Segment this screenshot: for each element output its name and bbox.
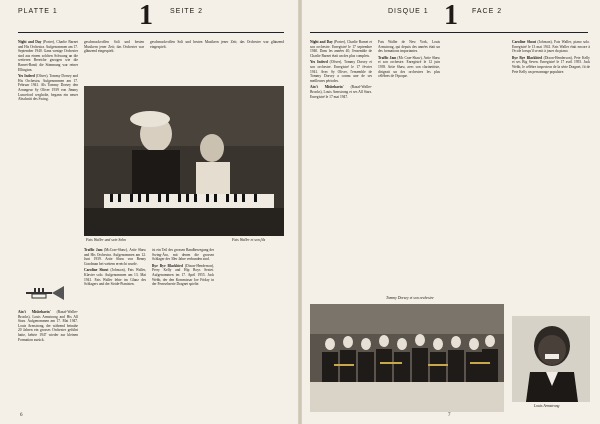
right-col2-entry-1 — [378, 40, 440, 54]
entry-title: Traffic Jam — [378, 55, 397, 60]
left-column-3-top — [150, 40, 284, 82]
right-column-3 — [512, 40, 590, 310]
left-column-2 — [84, 248, 146, 408]
left-column-2-top — [84, 40, 144, 80]
fats-waller-photo — [84, 86, 284, 236]
left-page-number: 6 — [20, 413, 23, 418]
left-column-1-bottom — [18, 310, 78, 410]
left-col2-entry-1 — [84, 248, 146, 266]
entry-title: Yes Indeed — [18, 74, 35, 79]
right-header-rule — [310, 32, 588, 33]
left-column-1 — [18, 40, 78, 275]
entry-title: Yes Indeed — [310, 60, 328, 65]
left-header-seite: SEITE 2 — [170, 8, 204, 15]
left-col1-entry-3 — [18, 310, 78, 342]
entry-text: (Razaf-Waller-Brooks), Louis Armstrong et ses All Stars. Enregistré le 17 mai 1947. — [310, 85, 372, 99]
left-col3-intro: geschmackvollen Soli und besten Musikern jener Zeit; das Orchester war glänzend eingespielt. — [150, 40, 284, 49]
photo-caption-dorsey: Tommy Dorsey et son orchestre — [386, 296, 434, 300]
right-header-disque: DISQUE 1 — [388, 8, 429, 15]
photo-caption-left-fr: Fats Waller et son fils — [232, 238, 266, 242]
entry-text: (Johnson), Fats Waller, piano solo. Enregistré le 13 mai 1941. Fats Waller était encore à l'école lorsqu'il se mit à jouer du piano. — [512, 40, 590, 54]
photo-caption-left-de: Fats Waller und sein Sohn — [86, 238, 126, 242]
entry-title: Night and Day — [18, 40, 42, 44]
right-header-number: 1 — [444, 0, 458, 31]
entry-title: Caroline Shout — [512, 40, 536, 44]
right-column-2 — [378, 40, 440, 290]
left-header-platte: PLATTE 1 — [18, 8, 58, 15]
left-col3-entry-2 — [152, 264, 214, 287]
entry-text: (Porter), Charlie Barnet et son orchestre. Enregistré le 17 septembre 1940. Dans les années 40, l'ensemble de Charlie Barnet était un des plus complets. — [310, 40, 372, 58]
left-page — [0, 0, 298, 424]
entry-text: (Razaf-Waller-Brooks), Louis Armstrong and His All Stars. Aufgenommen am 17. Mai 1947. Louis Armstrong, der während beinahe 20 Jahren ein grosses Orchester geführt hatte, kehrte 1947 wieder zur kleinen Formation zurück. — [18, 310, 78, 342]
entry-text: (Mc Crae-Shaw), Artie Shaw et son orchestre. Enregistré le 12 juin 1939. Artie Shaw, avec son clarinettiste, dirigeait un des orchestres les plus célèbres de l'époque. — [378, 55, 440, 79]
entry-text: Fats Waller de New York, Louis Armstrong, qui depuis des années était un des formations importantes. — [378, 40, 440, 54]
right-col1-entry-1 — [310, 40, 372, 58]
entry-text: (Oliver), Tommy Dorsey et son orchestre. Enregistré le 17 février 1941. Avec Sy Oliver, l'ensemble de Tommy Dorsey a connu une de ses meilleures périodes. — [310, 60, 372, 83]
left-header-rule — [18, 32, 284, 33]
entry-title: Bye Bye Blackbird — [152, 263, 183, 268]
left-col2-intro: geschmackvollen Soli und besten Musikern jener Zeit; das Orchester war glänzend eingespielt. — [84, 40, 144, 54]
left-column-3 — [152, 248, 214, 408]
left-col1-entry-1 — [18, 40, 78, 72]
entry-text: (Johnson), Fats Waller, Klavier solo. Aufgenommen am 13. Mai 1941. Fats Waller lebte im Glanz des Schlagers und der Stride-Pianisten. — [84, 268, 146, 287]
entry-text: (McCrae-Shaw), Artie Shaw and His Orchestra. Aufgenommen am 12. Juni 1939. Artie Shaw von Benny Goodman bei weitem erreicht wurde. — [84, 248, 146, 266]
tommy-dorsey-orchestra-photo — [310, 304, 504, 412]
photo-caption-armstrong: Louis Armstrong — [534, 404, 560, 408]
louis-armstrong-photo — [512, 316, 590, 402]
entry-title: Traffic Jam — [84, 248, 103, 252]
entry-title: Caroline Shout — [84, 268, 109, 273]
right-col3-entry-2 — [512, 56, 590, 74]
left-col1-entry-2 — [18, 74, 78, 102]
entry-text: ist ein Teil des grossen Bandbewegung der Swing-Ära, mit denen die grossen Schlager der 30er Jahre verbunden sind. — [152, 248, 214, 262]
right-col1-entry-3 — [310, 85, 372, 99]
entry-text: (Dixon-Henderson), Pete Kelly et ses Big Seven. Enregistré le 17 avril 1955. Jack Webb, le célèbre inspecteur de la série Dragnet, fit de Pete Kelly un personnage populaire. — [512, 55, 590, 74]
entry-text: (Dixon-Henderson), Perry Kelly and Hip Boys Sextet. Aufgenommen im 17. April 1955. Jack Webb, der den Kommissar Joe Friday in der Fernsehserie Dragnet spielte. — [152, 263, 214, 287]
right-col3-entry-1 — [512, 40, 590, 54]
entry-text: (Oliver), Tommy Dorsey and His Orchestra. Aufgenommen am 17. Februar 1941. Als Tommy Dorsey den Arrangeur Sy Oliver 1939 von Jimmy Lunceford wegholte, begann ein neuer Abschnitt des Swing. — [18, 74, 78, 102]
left-col3-entry-1 — [152, 248, 214, 262]
right-col1-entry-2 — [310, 60, 372, 83]
entry-title: Bye Bye Blackbird — [512, 55, 543, 60]
right-header-face: FACE 2 — [472, 8, 503, 15]
right-col2-entry-2 — [378, 56, 440, 79]
left-header-number: 1 — [139, 0, 153, 31]
entry-title: Ain't Misbehavin' — [310, 85, 344, 90]
trumpet-image — [24, 284, 68, 302]
entry-title: Ain't Misbehavin' — [18, 310, 51, 314]
right-page — [302, 0, 600, 424]
right-page-number: 7 — [448, 413, 451, 418]
entry-text: (Porter), Charlie Barnet and His Orchestra. Aufgenommen am 17. September 1940. Ganz wenige Orchester sind aus einem solchen Schwung an die weiteren Bereiche gezogen wie die Barnet-Band; die Stimmung war reiner Ellington. — [18, 40, 78, 72]
entry-title: Night and Day — [310, 40, 333, 44]
right-column-1 — [310, 40, 372, 290]
left-col2-entry-2 — [84, 268, 146, 286]
